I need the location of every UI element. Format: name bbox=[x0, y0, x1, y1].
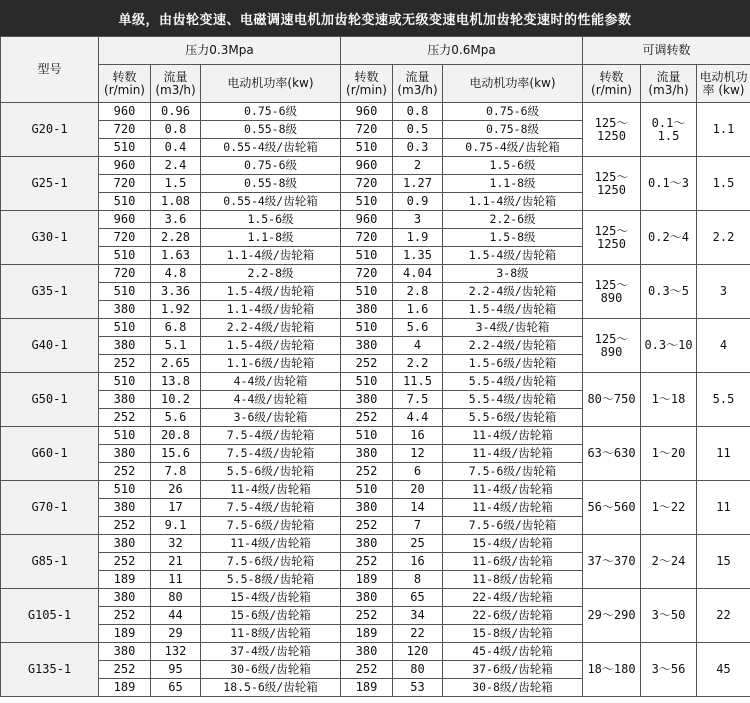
flow-cell-06mpa: 53 bbox=[393, 679, 443, 697]
adjustable-flow-line: 0.2～4 bbox=[648, 230, 689, 244]
model-name-cell: G135-1 bbox=[1, 643, 99, 697]
header-row-columns bbox=[1, 65, 750, 103]
adjustable-speed-line: 125～ bbox=[594, 277, 629, 292]
performance-table bbox=[0, 36, 750, 697]
power-cell-03mpa: 18.5-6级/齿轮箱 bbox=[201, 679, 341, 697]
speed-cell-03mpa: 380 bbox=[99, 391, 151, 409]
adjustable-speed-cell bbox=[583, 427, 641, 481]
speed-cell-06mpa: 380 bbox=[341, 445, 393, 463]
speed-cell-06mpa: 510 bbox=[341, 139, 393, 157]
flow-cell-03mpa: 65 bbox=[151, 679, 201, 697]
power-cell-06mpa: 5.5-6级/齿轮箱 bbox=[443, 409, 583, 427]
flow-cell-06mpa: 14 bbox=[393, 499, 443, 517]
power-cell-03mpa: 4-4级/齿轮箱 bbox=[201, 373, 341, 391]
power-cell-06mpa: 11-4级/齿轮箱 bbox=[443, 427, 583, 445]
flow-cell-06mpa: 0.9 bbox=[393, 193, 443, 211]
speed-cell-03mpa: 380 bbox=[99, 445, 151, 463]
flow-cell-03mpa: 95 bbox=[151, 661, 201, 679]
speed-cell-03mpa: 252 bbox=[99, 517, 151, 535]
adjustable-flow-line: 0.1～ bbox=[651, 115, 686, 130]
flow-cell-03mpa: 10.2 bbox=[151, 391, 201, 409]
flow-cell-06mpa: 5.6 bbox=[393, 319, 443, 337]
power-cell-06mpa: 5.5-4级/齿轮箱 bbox=[443, 391, 583, 409]
power-cell-06mpa: 45-4级/齿轮箱 bbox=[443, 643, 583, 661]
power-cell-03mpa: 1.1-6级/齿轮箱 bbox=[201, 355, 341, 373]
speed-cell-03mpa: 510 bbox=[99, 193, 151, 211]
flow-cell-06mpa: 1.35 bbox=[393, 247, 443, 265]
flow-cell-06mpa: 8 bbox=[393, 571, 443, 589]
adjustable-flow-line: 1～18 bbox=[651, 392, 686, 406]
header-speed: 转数 (r/min) bbox=[99, 65, 151, 103]
power-cell-03mpa: 15-4级/齿轮箱 bbox=[201, 589, 341, 607]
flow-cell-06mpa: 1.27 bbox=[393, 175, 443, 193]
table-row bbox=[1, 319, 750, 337]
speed-cell-03mpa: 189 bbox=[99, 679, 151, 697]
speed-cell-06mpa: 720 bbox=[341, 175, 393, 193]
speed-cell-03mpa: 510 bbox=[99, 283, 151, 301]
header-adjustable-speed: 可调转数 bbox=[583, 37, 750, 65]
flow-cell-03mpa: 3.36 bbox=[151, 283, 201, 301]
flow-cell-03mpa: 2.28 bbox=[151, 229, 201, 247]
flow-cell-06mpa: 0.8 bbox=[393, 103, 443, 121]
adjustable-power-cell: 1.1 bbox=[697, 103, 750, 157]
power-cell-03mpa: 0.55-8级 bbox=[201, 175, 341, 193]
flow-cell-03mpa: 20.8 bbox=[151, 427, 201, 445]
power-cell-06mpa: 5.5-4级/齿轮箱 bbox=[443, 373, 583, 391]
speed-cell-06mpa: 252 bbox=[341, 409, 393, 427]
header-flow: 流量 (m3/h) bbox=[393, 65, 443, 103]
power-cell-06mpa: 30-8级/齿轮箱 bbox=[443, 679, 583, 697]
flow-cell-03mpa: 132 bbox=[151, 643, 201, 661]
power-cell-06mpa: 2.2-6级 bbox=[443, 211, 583, 229]
model-name-cell: G70-1 bbox=[1, 481, 99, 535]
speed-cell-06mpa: 252 bbox=[341, 463, 393, 481]
power-cell-06mpa: 11-4级/齿轮箱 bbox=[443, 445, 583, 463]
header-row-groups bbox=[1, 37, 750, 65]
speed-cell-06mpa: 510 bbox=[341, 481, 393, 499]
adjustable-flow-line: 0.3～10 bbox=[644, 338, 693, 352]
adjustable-speed-cell bbox=[583, 643, 641, 697]
adjustable-flow-cell bbox=[641, 211, 697, 265]
flow-cell-03mpa: 15.6 bbox=[151, 445, 201, 463]
adjustable-flow-cell bbox=[641, 265, 697, 319]
power-cell-06mpa: 22-4级/齿轮箱 bbox=[443, 589, 583, 607]
adjustable-speed-cell bbox=[583, 589, 641, 643]
table-row bbox=[1, 211, 750, 229]
header-power: 电动机功率(kw) bbox=[201, 65, 341, 103]
adjustable-speed-line: 125～ bbox=[594, 115, 629, 130]
power-cell-03mpa: 1.5-6级 bbox=[201, 211, 341, 229]
speed-cell-06mpa: 189 bbox=[341, 625, 393, 643]
speed-cell-03mpa: 510 bbox=[99, 139, 151, 157]
table-row bbox=[1, 373, 750, 391]
model-name-cell: G50-1 bbox=[1, 373, 99, 427]
adjustable-speed-line: 18～180 bbox=[587, 662, 636, 676]
power-cell-03mpa: 1.1-8级 bbox=[201, 229, 341, 247]
adjustable-flow-line: 3～50 bbox=[651, 608, 686, 622]
speed-cell-03mpa: 380 bbox=[99, 301, 151, 319]
adjustable-power-cell: 3 bbox=[697, 265, 750, 319]
header-speed: 转数 (r/min) bbox=[583, 65, 641, 103]
adjustable-flow-line: 1～20 bbox=[651, 446, 686, 460]
speed-cell-03mpa: 960 bbox=[99, 103, 151, 121]
adjustable-speed-line: 37～370 bbox=[587, 554, 636, 568]
header-power: 电动机功率(kw) bbox=[443, 65, 583, 103]
adjustable-flow-cell bbox=[641, 589, 697, 643]
flow-cell-03mpa: 0.4 bbox=[151, 139, 201, 157]
speed-cell-06mpa: 720 bbox=[341, 121, 393, 139]
speed-cell-03mpa: 380 bbox=[99, 589, 151, 607]
flow-cell-03mpa: 0.8 bbox=[151, 121, 201, 139]
header-flow: 流量 (m3/h) bbox=[151, 65, 201, 103]
flow-cell-03mpa: 4.8 bbox=[151, 265, 201, 283]
flow-cell-03mpa: 3.6 bbox=[151, 211, 201, 229]
flow-cell-03mpa: 5.1 bbox=[151, 337, 201, 355]
power-cell-03mpa: 0.55-8级 bbox=[201, 121, 341, 139]
power-cell-03mpa: 7.5-6级/齿轮箱 bbox=[201, 553, 341, 571]
speed-cell-06mpa: 252 bbox=[341, 661, 393, 679]
power-cell-03mpa: 2.2-8级 bbox=[201, 265, 341, 283]
adjustable-power-cell: 22 bbox=[697, 589, 750, 643]
power-cell-03mpa: 0.75-6级 bbox=[201, 103, 341, 121]
table-body bbox=[1, 103, 750, 697]
adjustable-flow-line: 1～22 bbox=[651, 500, 686, 514]
flow-cell-03mpa: 26 bbox=[151, 481, 201, 499]
power-cell-06mpa: 15-4级/齿轮箱 bbox=[443, 535, 583, 553]
adjustable-speed-cell bbox=[583, 535, 641, 589]
speed-cell-03mpa: 510 bbox=[99, 427, 151, 445]
power-cell-03mpa: 11-4级/齿轮箱 bbox=[201, 535, 341, 553]
flow-cell-03mpa: 6.8 bbox=[151, 319, 201, 337]
header-pressure-06: 压力0.6Mpa bbox=[341, 37, 583, 65]
power-cell-06mpa: 2.2-4级/齿轮箱 bbox=[443, 283, 583, 301]
adjustable-flow-cell bbox=[641, 481, 697, 535]
power-cell-06mpa: 0.75-8级 bbox=[443, 121, 583, 139]
speed-cell-03mpa: 510 bbox=[99, 481, 151, 499]
flow-cell-06mpa: 2 bbox=[393, 157, 443, 175]
power-cell-06mpa: 11-6级/齿轮箱 bbox=[443, 553, 583, 571]
power-cell-06mpa: 1.5-8级 bbox=[443, 229, 583, 247]
speed-cell-06mpa: 380 bbox=[341, 391, 393, 409]
flow-cell-06mpa: 4.04 bbox=[393, 265, 443, 283]
adjustable-power-cell: 45 bbox=[697, 643, 750, 697]
flow-cell-06mpa: 1.9 bbox=[393, 229, 443, 247]
flow-cell-06mpa: 1.6 bbox=[393, 301, 443, 319]
flow-cell-06mpa: 22 bbox=[393, 625, 443, 643]
speed-cell-06mpa: 252 bbox=[341, 517, 393, 535]
flow-cell-06mpa: 0.3 bbox=[393, 139, 443, 157]
speed-cell-03mpa: 720 bbox=[99, 121, 151, 139]
adjustable-speed-cell bbox=[583, 211, 641, 265]
speed-cell-06mpa: 720 bbox=[341, 265, 393, 283]
flow-cell-03mpa: 1.63 bbox=[151, 247, 201, 265]
model-name-cell: G35-1 bbox=[1, 265, 99, 319]
flow-cell-06mpa: 0.5 bbox=[393, 121, 443, 139]
adjustable-power-cell: 4 bbox=[697, 319, 750, 373]
flow-cell-03mpa: 2.65 bbox=[151, 355, 201, 373]
flow-cell-03mpa: 11 bbox=[151, 571, 201, 589]
adjustable-flow-cell bbox=[641, 643, 697, 697]
adjustable-speed-line: 890 bbox=[600, 344, 623, 359]
speed-cell-03mpa: 720 bbox=[99, 265, 151, 283]
flow-cell-06mpa: 25 bbox=[393, 535, 443, 553]
speed-cell-06mpa: 720 bbox=[341, 229, 393, 247]
speed-cell-06mpa: 252 bbox=[341, 607, 393, 625]
header-model: 型号 bbox=[1, 37, 99, 103]
power-cell-03mpa: 7.5-6级/齿轮箱 bbox=[201, 517, 341, 535]
speed-cell-06mpa: 380 bbox=[341, 337, 393, 355]
speed-cell-03mpa: 960 bbox=[99, 211, 151, 229]
model-name-cell: G85-1 bbox=[1, 535, 99, 589]
flow-cell-06mpa: 16 bbox=[393, 427, 443, 445]
power-cell-06mpa: 1.5-4级/齿轮箱 bbox=[443, 301, 583, 319]
speed-cell-06mpa: 960 bbox=[341, 157, 393, 175]
power-cell-06mpa: 37-6级/齿轮箱 bbox=[443, 661, 583, 679]
flow-cell-03mpa: 1.92 bbox=[151, 301, 201, 319]
speed-cell-06mpa: 380 bbox=[341, 499, 393, 517]
adjustable-flow-line: 0.1～3 bbox=[648, 176, 689, 190]
speed-cell-03mpa: 252 bbox=[99, 661, 151, 679]
power-cell-06mpa: 11-8级/齿轮箱 bbox=[443, 571, 583, 589]
adjustable-speed-line: 1250 bbox=[597, 236, 626, 251]
flow-cell-06mpa: 65 bbox=[393, 589, 443, 607]
speed-cell-03mpa: 510 bbox=[99, 247, 151, 265]
power-cell-06mpa: 11-4级/齿轮箱 bbox=[443, 481, 583, 499]
table-row bbox=[1, 103, 750, 121]
speed-cell-03mpa: 510 bbox=[99, 373, 151, 391]
speed-cell-06mpa: 189 bbox=[341, 571, 393, 589]
power-cell-03mpa: 1.1-4级/齿轮箱 bbox=[201, 247, 341, 265]
power-cell-03mpa: 4-4级/齿轮箱 bbox=[201, 391, 341, 409]
table-title: 单级，由齿轮变速、电磁调速电机加齿轮变速或无级变速电机加齿轮变速时的性能参数 bbox=[0, 0, 750, 36]
speed-cell-06mpa: 960 bbox=[341, 103, 393, 121]
adjustable-power-cell: 1.5 bbox=[697, 157, 750, 211]
power-cell-06mpa: 1.5-4级/齿轮箱 bbox=[443, 247, 583, 265]
power-cell-06mpa: 7.5-6级/齿轮箱 bbox=[443, 517, 583, 535]
speed-cell-03mpa: 189 bbox=[99, 571, 151, 589]
power-cell-03mpa: 2.2-4级/齿轮箱 bbox=[201, 319, 341, 337]
speed-cell-03mpa: 380 bbox=[99, 535, 151, 553]
power-cell-06mpa: 3-4级/齿轮箱 bbox=[443, 319, 583, 337]
model-name-cell: G30-1 bbox=[1, 211, 99, 265]
adjustable-power-cell: 5.5 bbox=[697, 373, 750, 427]
model-name-cell: G20-1 bbox=[1, 103, 99, 157]
header-flow: 流量 (m3/h) bbox=[641, 65, 697, 103]
speed-cell-06mpa: 380 bbox=[341, 535, 393, 553]
table-row bbox=[1, 589, 750, 607]
speed-cell-06mpa: 252 bbox=[341, 355, 393, 373]
power-cell-06mpa: 1.5-6级 bbox=[443, 157, 583, 175]
power-cell-03mpa: 1.5-4级/齿轮箱 bbox=[201, 283, 341, 301]
power-cell-03mpa: 5.5-6级/齿轮箱 bbox=[201, 463, 341, 481]
table-row bbox=[1, 157, 750, 175]
speed-cell-06mpa: 510 bbox=[341, 247, 393, 265]
speed-cell-03mpa: 960 bbox=[99, 157, 151, 175]
adjustable-flow-cell bbox=[641, 535, 697, 589]
flow-cell-06mpa: 4 bbox=[393, 337, 443, 355]
table-row bbox=[1, 643, 750, 661]
adjustable-speed-cell bbox=[583, 481, 641, 535]
power-cell-03mpa: 37-4级/齿轮箱 bbox=[201, 643, 341, 661]
flow-cell-06mpa: 20 bbox=[393, 481, 443, 499]
model-name-cell: G40-1 bbox=[1, 319, 99, 373]
flow-cell-06mpa: 7.5 bbox=[393, 391, 443, 409]
adjustable-flow-line: 3～56 bbox=[651, 662, 686, 676]
speed-cell-06mpa: 510 bbox=[341, 319, 393, 337]
adjustable-flow-cell bbox=[641, 103, 697, 157]
flow-cell-03mpa: 80 bbox=[151, 589, 201, 607]
flow-cell-03mpa: 17 bbox=[151, 499, 201, 517]
power-cell-06mpa: 0.75-4级/齿轮箱 bbox=[443, 139, 583, 157]
flow-cell-06mpa: 2.2 bbox=[393, 355, 443, 373]
power-cell-03mpa: 0.55-4级/齿轮箱 bbox=[201, 193, 341, 211]
flow-cell-03mpa: 5.6 bbox=[151, 409, 201, 427]
speed-cell-06mpa: 380 bbox=[341, 589, 393, 607]
power-cell-03mpa: 0.75-6级 bbox=[201, 157, 341, 175]
flow-cell-06mpa: 4.4 bbox=[393, 409, 443, 427]
adjustable-speed-line: 80～750 bbox=[587, 392, 636, 406]
adjustable-power-cell: 11 bbox=[697, 427, 750, 481]
adjustable-speed-cell bbox=[583, 265, 641, 319]
adjustable-speed-cell bbox=[583, 319, 641, 373]
flow-cell-03mpa: 44 bbox=[151, 607, 201, 625]
power-cell-06mpa: 1.1-8级 bbox=[443, 175, 583, 193]
power-cell-03mpa: 3-6级/齿轮箱 bbox=[201, 409, 341, 427]
model-name-cell: G105-1 bbox=[1, 589, 99, 643]
power-cell-03mpa: 0.55-4级/齿轮箱 bbox=[201, 139, 341, 157]
adjustable-speed-line: 56～560 bbox=[587, 500, 636, 514]
table-row bbox=[1, 427, 750, 445]
speed-cell-06mpa: 510 bbox=[341, 193, 393, 211]
adjustable-speed-cell bbox=[583, 103, 641, 157]
speed-cell-03mpa: 510 bbox=[99, 319, 151, 337]
speed-cell-06mpa: 960 bbox=[341, 211, 393, 229]
power-cell-03mpa: 7.5-4级/齿轮箱 bbox=[201, 445, 341, 463]
power-cell-06mpa: 0.75-6级 bbox=[443, 103, 583, 121]
power-cell-03mpa: 11-4级/齿轮箱 bbox=[201, 481, 341, 499]
header-speed: 转数 (r/min) bbox=[341, 65, 393, 103]
power-cell-06mpa: 7.5-6级/齿轮箱 bbox=[443, 463, 583, 481]
power-cell-03mpa: 15-6级/齿轮箱 bbox=[201, 607, 341, 625]
flow-cell-06mpa: 7 bbox=[393, 517, 443, 535]
flow-cell-06mpa: 11.5 bbox=[393, 373, 443, 391]
speed-cell-03mpa: 720 bbox=[99, 175, 151, 193]
table-row bbox=[1, 265, 750, 283]
speed-cell-06mpa: 252 bbox=[341, 553, 393, 571]
adjustable-flow-cell bbox=[641, 373, 697, 427]
speed-cell-03mpa: 189 bbox=[99, 625, 151, 643]
flow-cell-03mpa: 21 bbox=[151, 553, 201, 571]
adjustable-flow-line: 2～24 bbox=[651, 554, 686, 568]
adjustable-speed-line: 125～ bbox=[594, 169, 629, 184]
adjustable-speed-line: 890 bbox=[600, 290, 623, 305]
flow-cell-06mpa: 2.8 bbox=[393, 283, 443, 301]
flow-cell-03mpa: 32 bbox=[151, 535, 201, 553]
adjustable-power-cell: 15 bbox=[697, 535, 750, 589]
flow-cell-06mpa: 3 bbox=[393, 211, 443, 229]
flow-cell-03mpa: 1.5 bbox=[151, 175, 201, 193]
speed-cell-03mpa: 252 bbox=[99, 409, 151, 427]
flow-cell-03mpa: 29 bbox=[151, 625, 201, 643]
flow-cell-06mpa: 6 bbox=[393, 463, 443, 481]
power-cell-03mpa: 30-6级/齿轮箱 bbox=[201, 661, 341, 679]
adjustable-flow-line: 0.3～5 bbox=[648, 284, 689, 298]
header-adj-power: 电动机功 率 (kw) bbox=[697, 65, 750, 103]
adjustable-speed-line: 125～ bbox=[594, 223, 629, 238]
flow-cell-03mpa: 13.8 bbox=[151, 373, 201, 391]
adjustable-flow-line: 1.5 bbox=[657, 128, 680, 143]
adjustable-speed-line: 63～630 bbox=[587, 446, 636, 460]
power-cell-06mpa: 1.1-4级/齿轮箱 bbox=[443, 193, 583, 211]
power-cell-03mpa: 1.5-4级/齿轮箱 bbox=[201, 337, 341, 355]
flow-cell-06mpa: 16 bbox=[393, 553, 443, 571]
speed-cell-06mpa: 380 bbox=[341, 643, 393, 661]
adjustable-flow-cell bbox=[641, 427, 697, 481]
adjustable-speed-line: 1250 bbox=[597, 128, 626, 143]
adjustable-power-cell: 2.2 bbox=[697, 211, 750, 265]
adjustable-speed-cell bbox=[583, 373, 641, 427]
power-cell-06mpa: 11-4级/齿轮箱 bbox=[443, 499, 583, 517]
speed-cell-03mpa: 720 bbox=[99, 229, 151, 247]
adjustable-speed-line: 1250 bbox=[597, 182, 626, 197]
speed-cell-06mpa: 510 bbox=[341, 427, 393, 445]
table-row bbox=[1, 481, 750, 499]
power-cell-06mpa: 3-8级 bbox=[443, 265, 583, 283]
flow-cell-06mpa: 120 bbox=[393, 643, 443, 661]
flow-cell-03mpa: 1.08 bbox=[151, 193, 201, 211]
speed-cell-03mpa: 252 bbox=[99, 463, 151, 481]
power-cell-03mpa: 11-8级/齿轮箱 bbox=[201, 625, 341, 643]
power-cell-06mpa: 22-6级/齿轮箱 bbox=[443, 607, 583, 625]
model-name-cell: G60-1 bbox=[1, 427, 99, 481]
flow-cell-03mpa: 9.1 bbox=[151, 517, 201, 535]
flow-cell-03mpa: 0.96 bbox=[151, 103, 201, 121]
power-cell-03mpa: 7.5-4级/齿轮箱 bbox=[201, 427, 341, 445]
flow-cell-03mpa: 7.8 bbox=[151, 463, 201, 481]
adjustable-power-cell: 11 bbox=[697, 481, 750, 535]
speed-cell-03mpa: 252 bbox=[99, 355, 151, 373]
speed-cell-03mpa: 380 bbox=[99, 643, 151, 661]
speed-cell-06mpa: 189 bbox=[341, 679, 393, 697]
speed-cell-03mpa: 380 bbox=[99, 337, 151, 355]
model-name-cell: G25-1 bbox=[1, 157, 99, 211]
speed-cell-03mpa: 380 bbox=[99, 499, 151, 517]
speed-cell-06mpa: 380 bbox=[341, 301, 393, 319]
power-cell-03mpa: 5.5-8级/齿轮箱 bbox=[201, 571, 341, 589]
adjustable-speed-line: 125～ bbox=[594, 331, 629, 346]
flow-cell-06mpa: 80 bbox=[393, 661, 443, 679]
power-cell-03mpa: 1.1-4级/齿轮箱 bbox=[201, 301, 341, 319]
table-row bbox=[1, 535, 750, 553]
adjustable-speed-line: 29～290 bbox=[587, 608, 636, 622]
adjustable-flow-cell bbox=[641, 319, 697, 373]
speed-cell-06mpa: 510 bbox=[341, 373, 393, 391]
power-cell-06mpa: 2.2-4级/齿轮箱 bbox=[443, 337, 583, 355]
speed-cell-03mpa: 252 bbox=[99, 553, 151, 571]
flow-cell-03mpa: 2.4 bbox=[151, 157, 201, 175]
adjustable-flow-cell bbox=[641, 157, 697, 211]
speed-cell-06mpa: 510 bbox=[341, 283, 393, 301]
flow-cell-06mpa: 34 bbox=[393, 607, 443, 625]
adjustable-speed-cell bbox=[583, 157, 641, 211]
flow-cell-06mpa: 12 bbox=[393, 445, 443, 463]
power-cell-03mpa: 7.5-4级/齿轮箱 bbox=[201, 499, 341, 517]
speed-cell-03mpa: 252 bbox=[99, 607, 151, 625]
power-cell-06mpa: 1.5-6级/齿轮箱 bbox=[443, 355, 583, 373]
header-pressure-03: 压力0.3Mpa bbox=[99, 37, 341, 65]
power-cell-06mpa: 15-8级/齿轮箱 bbox=[443, 625, 583, 643]
